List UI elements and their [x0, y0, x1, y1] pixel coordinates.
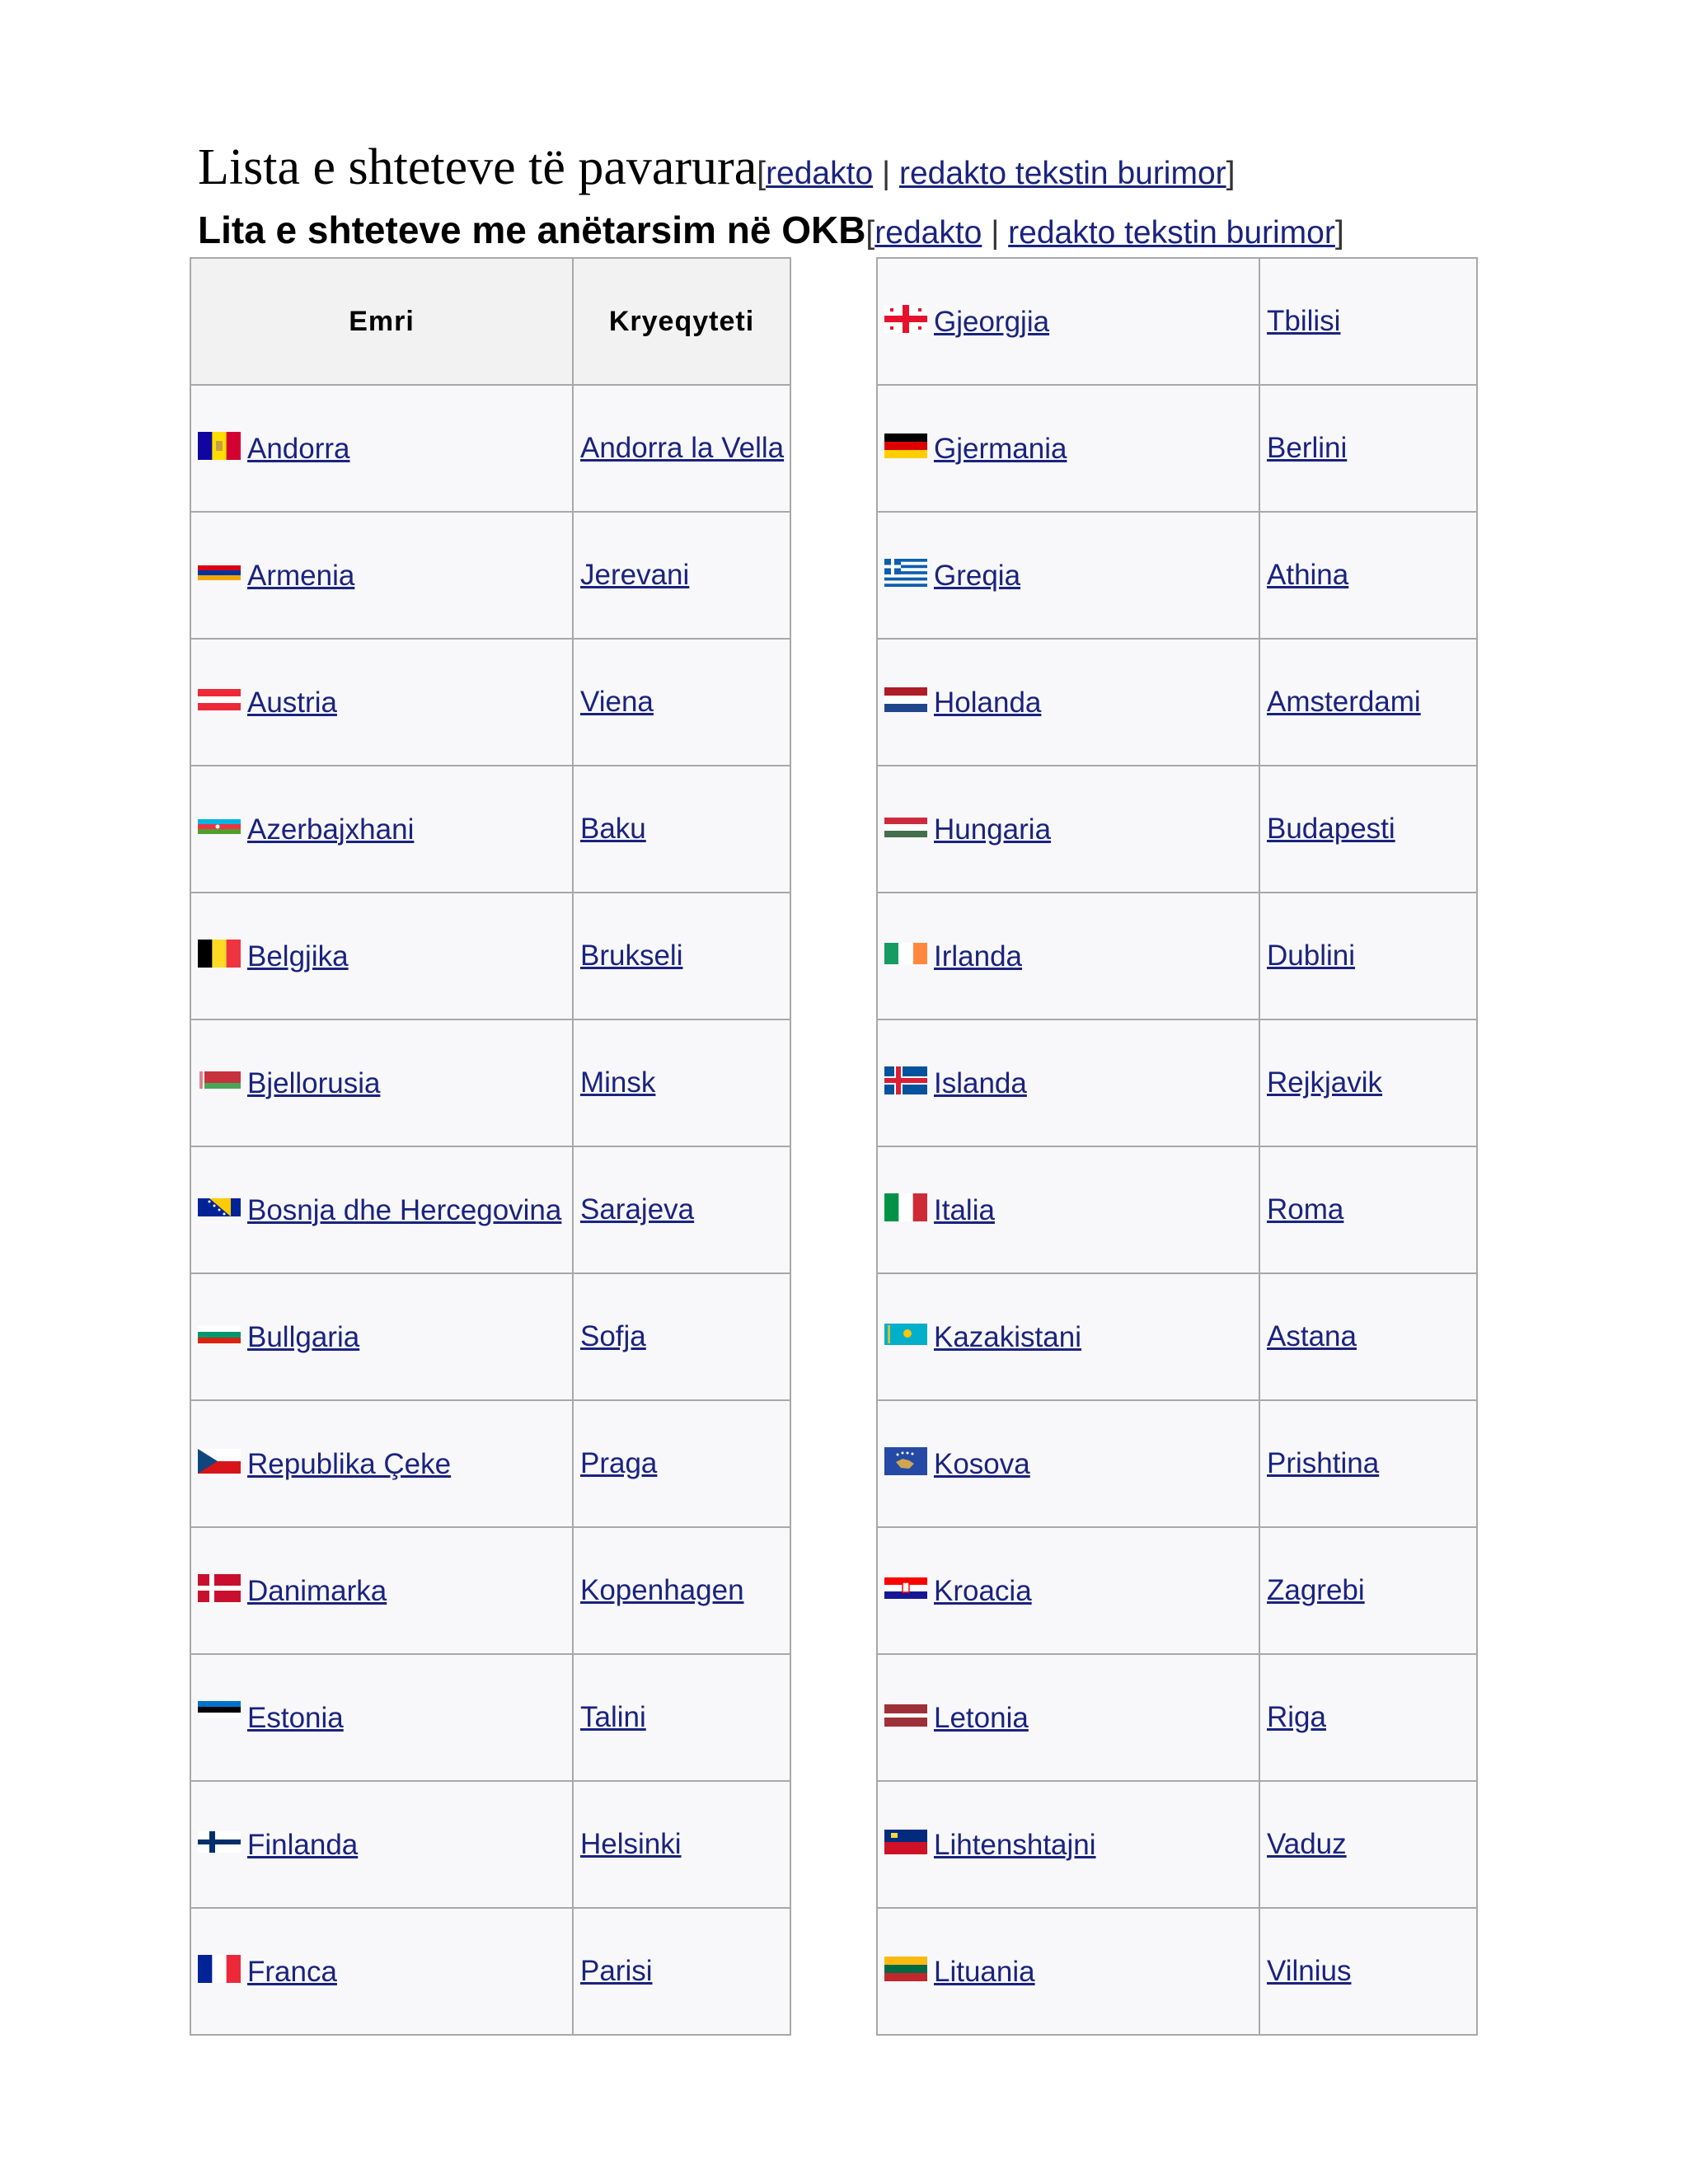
country-cell: [877, 1908, 1259, 2035]
country-cell: [877, 1400, 1259, 1527]
lithuania-flag-icon: [884, 1955, 927, 1983]
edit-separator: |: [982, 215, 1009, 251]
country-link[interactable]: Republika Çeke: [247, 1447, 452, 1480]
kazakhstan-flag-icon: [884, 1320, 927, 1348]
capital-cell: [573, 1273, 790, 1400]
capital-link[interactable]: Tbilisi: [1267, 305, 1341, 337]
country-link[interactable]: Austria: [247, 686, 337, 719]
country-cell: [190, 893, 573, 1019]
table-row: [190, 1908, 790, 2035]
edit-source-link[interactable]: redakto tekstin burimor: [898, 156, 1226, 191]
country-link[interactable]: Italia: [934, 1193, 995, 1226]
country-link[interactable]: Lituania: [934, 1955, 1035, 1988]
capital-link[interactable]: Baku: [580, 813, 646, 845]
capital-link[interactable]: Helsinki: [580, 1828, 682, 1860]
table-row: [190, 1146, 790, 1273]
country-cell: [877, 512, 1259, 639]
country-cell: [190, 766, 573, 893]
france-flag-icon: [198, 1955, 241, 1983]
country-cell: [877, 1019, 1259, 1146]
capital-link[interactable]: Berlini: [1267, 432, 1348, 464]
capital-link[interactable]: Parisi: [580, 1955, 653, 1987]
capital-cell: [573, 512, 790, 639]
country-link[interactable]: Hungaria: [934, 813, 1052, 846]
table-row: [877, 385, 1477, 512]
table-row: [877, 1400, 1477, 1527]
capital-cell: [1259, 1781, 1477, 1908]
capital-cell: [1259, 766, 1477, 893]
capital-link[interactable]: Minsk: [580, 1066, 656, 1099]
country-link[interactable]: Greqia: [934, 559, 1021, 592]
country-link[interactable]: Gjermania: [934, 432, 1067, 465]
country-link[interactable]: Azerbajxhani: [247, 813, 415, 846]
table-row: [877, 1654, 1477, 1781]
country-link[interactable]: Franca: [247, 1955, 337, 1988]
capital-cell: [1259, 1654, 1477, 1781]
capital-link[interactable]: Riga: [1267, 1701, 1326, 1733]
country-cell: [190, 1781, 573, 1908]
country-link[interactable]: Armenia: [247, 559, 355, 592]
belarus-flag-icon: [198, 1066, 241, 1094]
country-link[interactable]: Holanda: [934, 686, 1042, 719]
capital-link[interactable]: Budapesti: [1267, 813, 1395, 845]
country-link[interactable]: Islanda: [934, 1066, 1027, 1099]
country-cell: [877, 766, 1259, 893]
capital-link[interactable]: Talini: [580, 1701, 646, 1733]
capital-cell: [573, 1781, 790, 1908]
edit-separator: |: [873, 156, 899, 191]
country-link[interactable]: Bosnja dhe Hercegovina: [247, 1193, 562, 1226]
bracket-open: [: [865, 215, 875, 251]
table-row: [190, 766, 790, 893]
country-link[interactable]: Estonia: [247, 1701, 344, 1734]
country-link[interactable]: Kazakistani: [934, 1320, 1081, 1353]
country-link[interactable]: Finlanda: [247, 1828, 359, 1861]
country-cell: [190, 1654, 573, 1781]
section-edit-source-link[interactable]: redakto tekstin burimor: [1008, 215, 1335, 251]
capital-link[interactable]: Athina: [1267, 559, 1349, 591]
table-row: [877, 893, 1477, 1019]
latvia-flag-icon: [884, 1701, 927, 1729]
capital-link[interactable]: Zagrebi: [1267, 1574, 1365, 1606]
country-link[interactable]: Lihtenshtajni: [934, 1828, 1096, 1861]
countries-table-right: [876, 257, 1478, 2036]
capital-cell: [573, 1908, 790, 2035]
table-row: [190, 1527, 790, 1654]
country-cell: [190, 1019, 573, 1146]
bulgaria-flag-icon: [198, 1320, 241, 1348]
country-cell: [190, 1146, 573, 1273]
croatia-flag-icon: [884, 1574, 927, 1602]
table-row: [190, 512, 790, 639]
country-cell: [190, 512, 573, 639]
capital-link[interactable]: Prishtina: [1267, 1447, 1380, 1479]
section-edit-links: [865, 215, 1343, 251]
italy-flag-icon: [884, 1193, 927, 1221]
table-row: [190, 893, 790, 1019]
capital-link[interactable]: Sarajeva: [580, 1193, 695, 1226]
capital-link[interactable]: Sofja: [580, 1320, 646, 1352]
table-row: [190, 1273, 790, 1400]
country-cell: [877, 258, 1259, 385]
capital-link[interactable]: Roma: [1267, 1193, 1344, 1226]
armenia-flag-icon: [198, 559, 241, 587]
capital-link[interactable]: Vilnius: [1267, 1955, 1352, 1987]
capital-link[interactable]: Dublini: [1267, 940, 1355, 972]
section-title-line: [198, 211, 1344, 249]
country-cell: [190, 1908, 573, 2035]
country-cell: [877, 1273, 1259, 1400]
iceland-flag-icon: [884, 1066, 927, 1094]
table-row: [190, 639, 790, 766]
table-row: [190, 1400, 790, 1527]
table-row: [877, 1019, 1477, 1146]
estonia-flag-icon: [198, 1701, 241, 1729]
table-row: [877, 1146, 1477, 1273]
czech-flag-icon: [198, 1447, 241, 1475]
table-row: [190, 1781, 790, 1908]
capital-cell: [1259, 1527, 1477, 1654]
country-cell: [877, 385, 1259, 512]
table-row: [877, 258, 1477, 385]
country-cell: [190, 1400, 573, 1527]
table-row: [877, 1527, 1477, 1654]
capital-cell: [1259, 385, 1477, 512]
ireland-flag-icon: [884, 940, 927, 968]
capital-cell: [573, 893, 790, 1019]
capital-link[interactable]: Brukseli: [580, 940, 683, 972]
capital-cell: [1259, 1273, 1477, 1400]
denmark-flag-icon: [198, 1574, 241, 1602]
country-link[interactable]: Danimarka: [247, 1574, 387, 1607]
austria-flag-icon: [198, 686, 241, 714]
country-link[interactable]: Kosova: [934, 1447, 1030, 1480]
country-link[interactable]: Bjellorusia: [247, 1066, 381, 1099]
edit-link[interactable]: redakto: [766, 156, 874, 191]
header-capital: Kryeqyteti: [573, 258, 790, 385]
country-cell: [877, 893, 1259, 1019]
capital-cell: [1259, 1019, 1477, 1146]
table-row: [877, 512, 1477, 639]
belgium-flag-icon: [198, 940, 241, 968]
country-link[interactable]: Bullgaria: [247, 1320, 360, 1353]
capital-cell: [1259, 639, 1477, 766]
page-title: Lista e shteteve të pavarura: [198, 139, 757, 195]
title-edit-links: [757, 156, 1235, 191]
country-cell: [877, 1527, 1259, 1654]
capital-link[interactable]: Vaduz: [1267, 1828, 1347, 1860]
capital-cell: [1259, 1146, 1477, 1273]
liechtenstein-flag-icon: [884, 1828, 927, 1856]
header-name: Emri: [190, 258, 573, 385]
azerbaijan-flag-icon: [198, 813, 241, 841]
finland-flag-icon: [198, 1828, 241, 1856]
country-cell: [190, 1527, 573, 1654]
country-link[interactable]: Andorra: [247, 432, 350, 465]
georgia-flag-icon: [884, 305, 927, 333]
table-row: [877, 766, 1477, 893]
country-cell: [190, 639, 573, 766]
capital-cell: [1259, 893, 1477, 1019]
capital-cell: [573, 385, 790, 512]
country-cell: [190, 1273, 573, 1400]
capital-cell: [573, 1019, 790, 1146]
section-title: Lita e shteteve me anëtarsim në OKB: [198, 209, 866, 251]
country-cell: [877, 1781, 1259, 1908]
countries-table-left: [190, 257, 791, 2036]
capital-cell: [573, 1654, 790, 1781]
capital-link[interactable]: Andorra la Vella: [580, 432, 785, 464]
capital-cell: [573, 1400, 790, 1527]
capital-cell: [1259, 1908, 1477, 2035]
capital-link[interactable]: Viena: [580, 686, 654, 718]
country-cell: [877, 1654, 1259, 1781]
table-row: [877, 1273, 1477, 1400]
table-row: [877, 1781, 1477, 1908]
capital-cell: [573, 1146, 790, 1273]
capital-link[interactable]: Rejkjavik: [1267, 1066, 1383, 1099]
capital-link[interactable]: Kopenhagen: [580, 1574, 744, 1606]
bracket-open: [: [757, 156, 767, 191]
hungary-flag-icon: [884, 813, 927, 841]
bracket-close: ]: [1334, 215, 1344, 251]
bracket-close: ]: [1226, 156, 1236, 191]
kosovo-flag-icon: [884, 1447, 927, 1475]
bosnia-flag-icon: [198, 1193, 241, 1221]
country-cell: [877, 639, 1259, 766]
capital-cell: [573, 639, 790, 766]
table-row: [877, 1908, 1477, 2035]
capital-link[interactable]: Praga: [580, 1447, 658, 1479]
capital-cell: [1259, 1400, 1477, 1527]
country-link[interactable]: Letonia: [934, 1701, 1029, 1734]
country-link[interactable]: Gjeorgjia: [934, 305, 1050, 338]
page-title-line: [198, 139, 1236, 195]
section-edit-link[interactable]: redakto: [874, 215, 982, 251]
country-link[interactable]: Belgjika: [247, 940, 349, 972]
table-row: [877, 639, 1477, 766]
table-row: [190, 1654, 790, 1781]
capital-link[interactable]: Amsterdami: [1267, 686, 1421, 718]
country-cell: [877, 1146, 1259, 1273]
capital-cell: [1259, 258, 1477, 385]
germany-flag-icon: [884, 432, 927, 460]
andorra-flag-icon: [198, 432, 241, 460]
country-link[interactable]: Kroacia: [934, 1574, 1032, 1607]
capital-link[interactable]: Jerevani: [580, 559, 690, 591]
country-link[interactable]: Irlanda: [934, 940, 1023, 972]
capital-link[interactable]: Astana: [1267, 1320, 1357, 1352]
table-row: [190, 385, 790, 512]
table-header-row: [190, 258, 790, 385]
capital-cell: [573, 766, 790, 893]
netherlands-flag-icon: [884, 686, 927, 714]
capital-cell: [1259, 512, 1477, 639]
greece-flag-icon: [884, 559, 927, 587]
table-row: [190, 1019, 790, 1146]
capital-cell: [573, 1527, 790, 1654]
country-cell: [190, 385, 573, 512]
